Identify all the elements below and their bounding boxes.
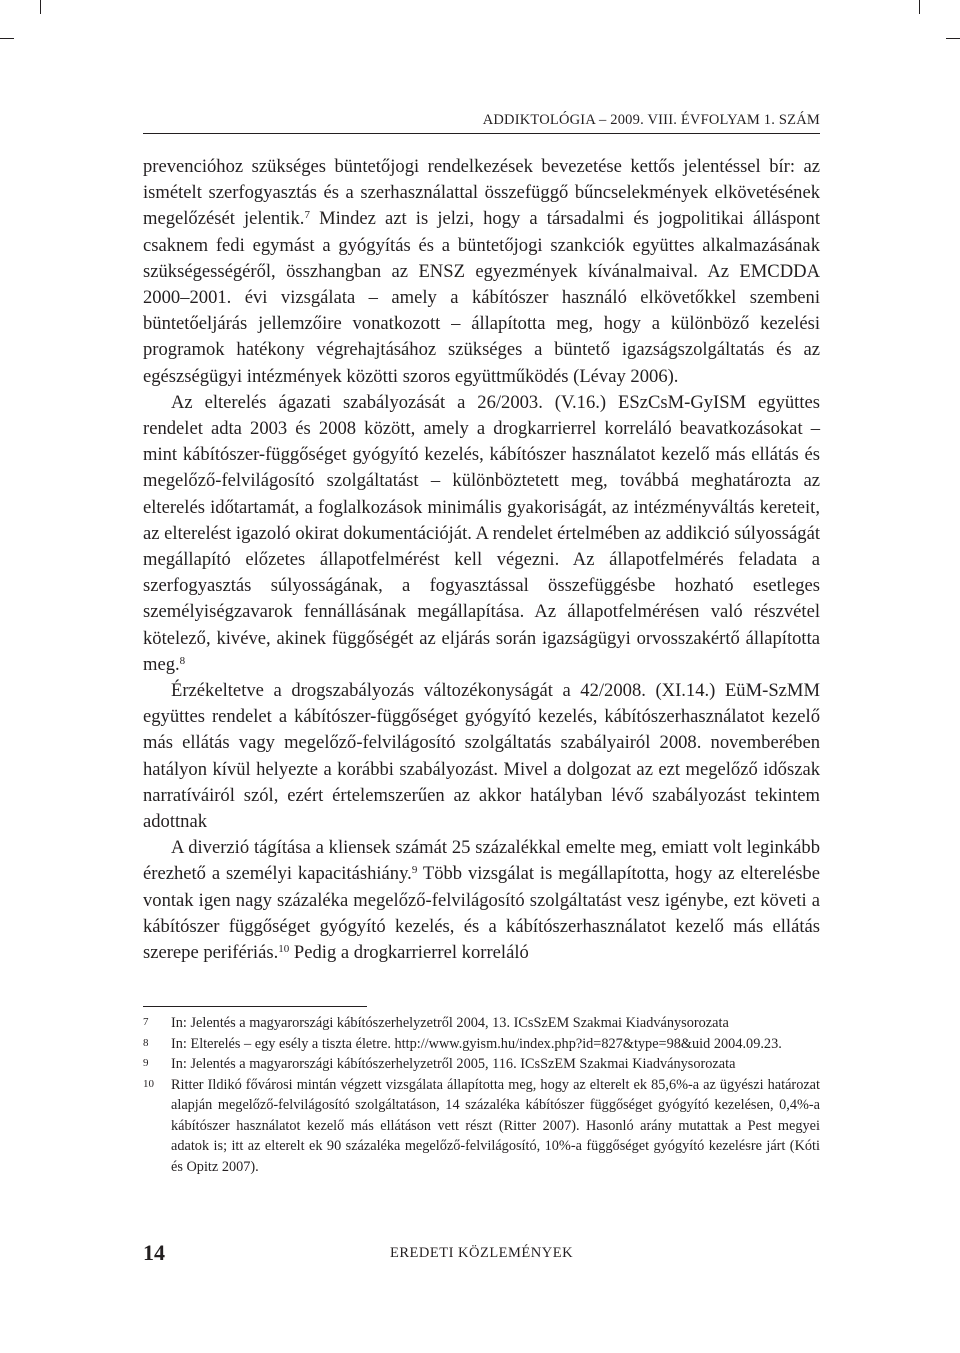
text-run: Több vizsgálat is megállapította, hogy az elterelésbe vontak igen nagy százaléka megelőző-felvilágosító szolgáltatást vesz igénybe, ezt követi a kábítószer függőséget gyógyító kezelés, és a kábítószerhasználatot kezelő más ellátás szerepe perifériás.	[143, 863, 820, 964]
footnote-text: In: Jelentés a magyarországi kábítószerhelyzetről 2004, 13. ICsSzEM Szakmai Kiadványsorozata	[171, 1015, 729, 1031]
paragraph	[143, 835, 820, 966]
text-run: A diverzió tágítása a kliensek számát 25 százalékkal emelte meg, emiatt volt leginkább érezhető a személyi kapacitáshiány.	[143, 837, 820, 885]
footnote-text: In: Elterelés – egy esély a tiszta életre. http://www.gyism.hu/index.php?id=827&type=98&uid 2004.09.23.	[171, 1035, 782, 1052]
crop-mark	[0, 38, 14, 39]
footnote-ref[interactable]: 7	[304, 209, 310, 222]
footnote-ref[interactable]: 8	[179, 654, 186, 667]
footnote-text: In: Jelentés a magyarországi kábítószerhelyzetről 2005, 116. ICsSzEM Szakmai Kiadványsorozata	[171, 1056, 736, 1072]
text-run: Pedig a drogkarrierrel korreláló	[289, 942, 529, 964]
paragraph	[143, 154, 820, 390]
footnote	[143, 1013, 820, 1034]
footnotes	[143, 1013, 820, 1177]
footnote-ref[interactable]: 9	[411, 864, 418, 877]
footnote	[143, 1075, 820, 1178]
footnote-number: 7	[143, 1016, 149, 1028]
footnote-text: Ritter Ildikó fővárosi mintán végzett vizsgálata állapította meg, hogy az elterelt ek 85,6%-a az ügyészi határozat alapján megelőző-felvilágosító szolgáltatáson, 14 százaléka kábítószer függőséget gyógyító kezelésen, 0,4%-a kábítószer használatot kezelő más ellátáson vett részt (Ritter 2007). Hasonló arány mutattak a Pest megyei adatok is; itt az elterelt ek 90 százaléka megelőző-felvilágosító, 10%-a függőséget gyógyító kezelésre járt (Kóti és Opitz 2007).	[171, 1076, 820, 1175]
crop-mark	[40, 0, 41, 14]
text-run: prevencióhoz szükséges büntetőjogi rendelkezések bevezetése kettős jelentéssel bír: az ismételt szerfogyasztás és a szerhasználattal összefüggő bűncselekmények elkövetésének megelőzését jelentik.	[143, 156, 820, 230]
text-run: Mindez azt is jelzi, hogy a társadalmi és jogpolitikai álláspont csaknem fedi egymást a gyógyítás és a büntetőjogi szankciók együttes alkalmazásának szükségességéről, összhangban az ENSZ egyezmények kívánalmaival. Az EMCDDA 2000–2001. évi vizsgálata – amely a kábítószer használó elkövetőkkel szembeni büntetőeljárás jellemzőire vonatkozott – állapította meg, hogy a különböző kezelési programok hatékony végrehajtásához szükséges a büntető igazságszolgáltatás és az egészségügyi intézmények közötti szoros együttműködés (Lévay 2006).	[143, 208, 820, 387]
header-rule	[143, 133, 820, 134]
text-run: Érzékeltetve a drogszabályozás változékonyságát a 42/2008. (XI.14.) EüM-SzMM együttes rendelet a kábítószer-függőséget gyógyító kezelés, kábítószerhasználatot kezelő más ellátás vagy megelőző-felvilágosító szolgáltatás szabályairól 2008. novemberében hatályon kívül helyezte a korábbi szabályozást. Mivel a dolgozat az ezt megelőző időszak narratíváiról szól, ezért értelemszerűen az akkor hatályban lévő szabályozást tekintem adottnak	[143, 680, 820, 833]
running-head: ADDIKTOLÓGIA – 2009. VIII. ÉVFOLYAM 1. SZÁM	[482, 112, 820, 128]
footnote-ref[interactable]: 10	[278, 943, 290, 956]
body-text	[143, 154, 820, 966]
crop-mark	[919, 0, 920, 14]
footnote-number: 10	[143, 1077, 154, 1090]
footnote	[143, 1034, 820, 1055]
footnote	[143, 1054, 820, 1075]
paragraph	[143, 678, 820, 835]
section-label: EREDETI KÖZLEMÉNYEK	[390, 1245, 574, 1261]
page-number: 14	[143, 1240, 165, 1265]
crop-mark	[946, 38, 960, 39]
text-run: Az elterelés ágazati szabályozását a 26/2003. (V.16.) ESzCsM-GyISM együttes rendelet adta 2003 és 2008 között, amely a drogkarrierrel korreláló beavatkozásokat – mint kábítószer-függőséget gyógyító kezelés, kábítószer használatot kezelő más ellátás és megelőző-felvilágosító szolgáltatást – különböztetett meg, továbbá meghatározta az elterelés időtartamát, a foglalkozások minimális gyakoriságát, az intézményváltás kereteit, az elterelést igazoló okirat dokumentációját. A rendelet értelmében az addikció súlyosságát megállapító előzetes állapotfelmérést kell végezni. Az állapotfelmérés feladata a szerfogyasztás súlyosságának, a fogyasztással összefüggésbe hozható esetleges személyiségzavarok fennállásának megállapítása. Az állapotfelmérésen való részvétel kötelező, kivéve, akinek függőségét az eljárás során igazságügyi orvosszakértő állapította meg.	[143, 391, 820, 675]
footnote-number: 9	[143, 1057, 149, 1069]
footnote-number: 8	[143, 1036, 149, 1049]
paragraph	[143, 390, 820, 678]
footnote-rule	[143, 1006, 367, 1007]
